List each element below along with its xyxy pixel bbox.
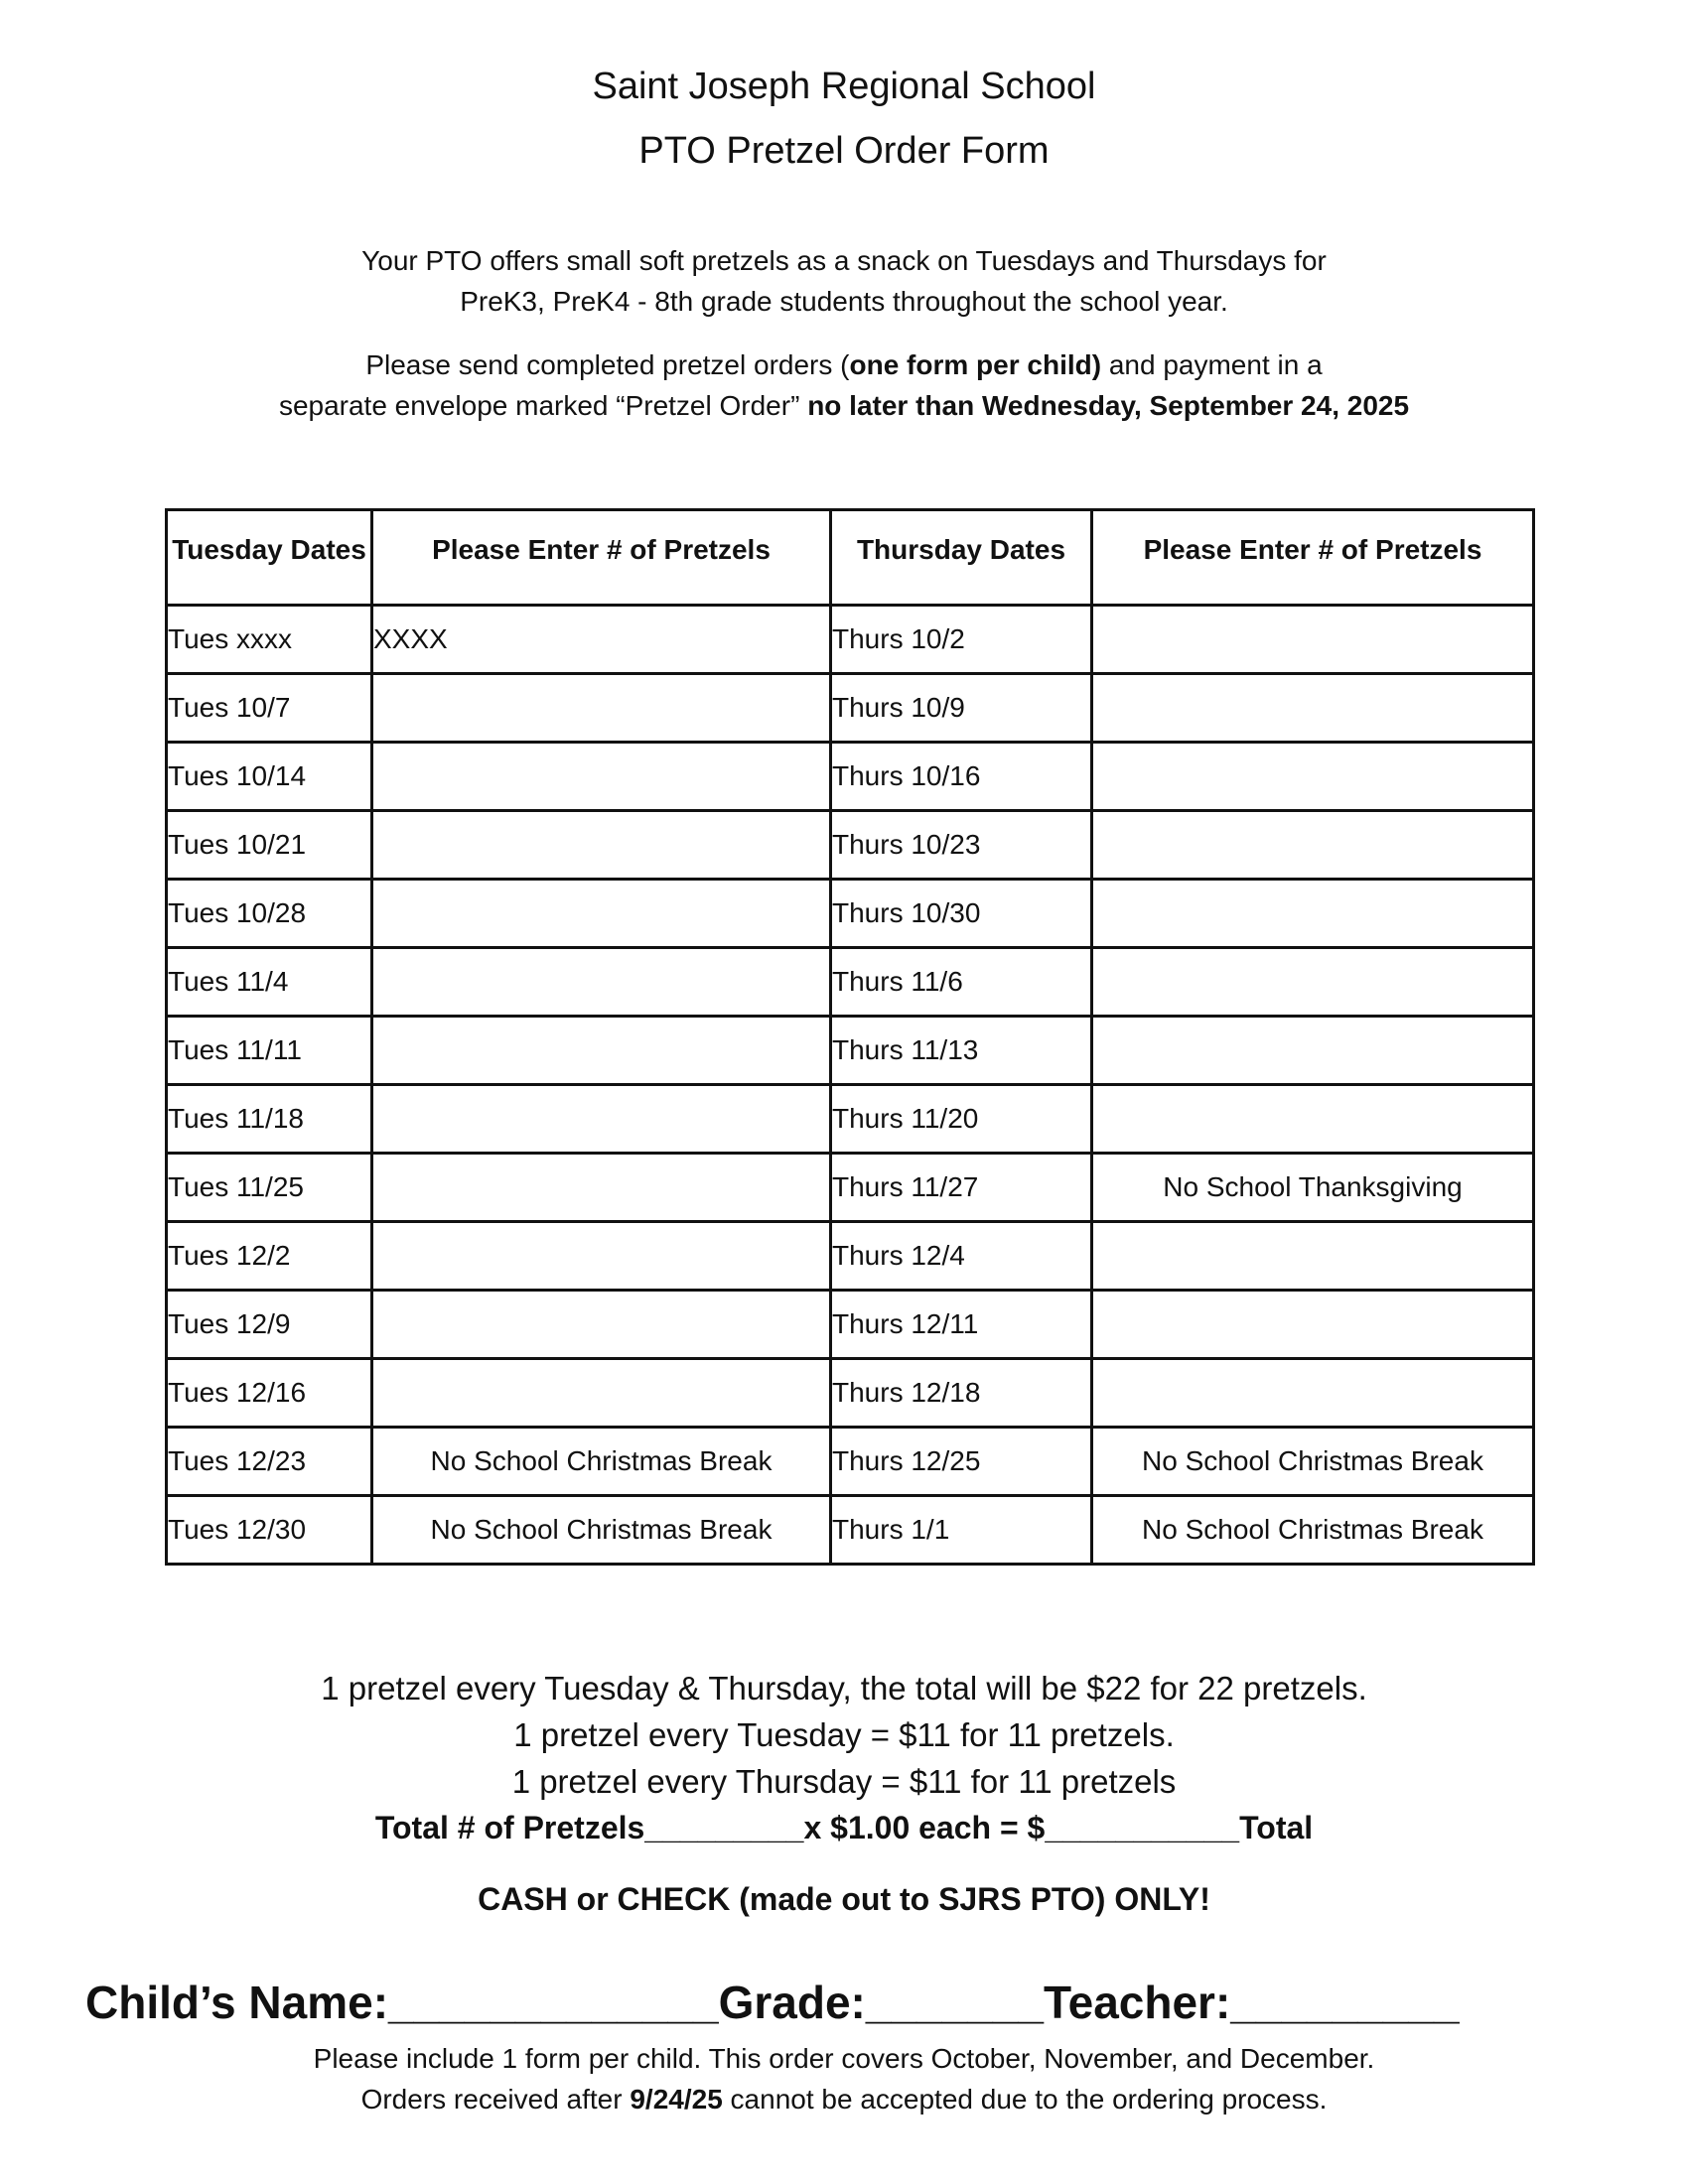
pricing-line-2: 1 pretzel every Tuesday = $11 for 11 pretzels. xyxy=(513,1716,1175,1753)
thursday-date-cell: Thurs 12/25 xyxy=(831,1428,1092,1496)
pretzel-order-table xyxy=(165,508,1535,1566)
thursday-quantity-cell[interactable] xyxy=(1092,1359,1534,1428)
one-form-per-child-emphasis: one form per child) xyxy=(849,349,1102,380)
tuesday-quantity-cell[interactable] xyxy=(372,1154,831,1222)
thursday-quantity-cell[interactable] xyxy=(1092,674,1534,743)
thursday-date-cell: Thurs 11/20 xyxy=(831,1085,1092,1154)
table-row xyxy=(167,948,1534,1017)
thursday-date-cell: Thurs 10/30 xyxy=(831,880,1092,948)
intro-line-3 xyxy=(0,349,1688,381)
table-row xyxy=(167,1428,1534,1496)
header-thursday-dates: Thursday Dates xyxy=(831,510,1092,606)
table-row xyxy=(167,1017,1534,1085)
thursday-quantity-cell[interactable] xyxy=(1092,1291,1534,1359)
table-row xyxy=(167,880,1534,948)
thursday-date-cell: Thurs 11/13 xyxy=(831,1017,1092,1085)
form-title: PTO Pretzel Order Form xyxy=(638,130,1050,172)
tuesday-date-cell: Tues xxxx xyxy=(167,606,372,674)
thursday-date-cell: Thurs 10/9 xyxy=(831,674,1092,743)
cutoff-date-emphasis: 9/24/25 xyxy=(630,2084,723,2115)
table-row xyxy=(167,674,1534,743)
tuesday-quantity-cell[interactable] xyxy=(372,948,831,1017)
table-row xyxy=(167,606,1534,674)
thursday-date-cell: Thurs 11/6 xyxy=(831,948,1092,1017)
tuesday-date-cell: Tues 10/28 xyxy=(167,880,372,948)
tuesday-date-cell: Tues 10/7 xyxy=(167,674,372,743)
thursday-date-cell: Thurs 10/16 xyxy=(831,743,1092,811)
tuesday-date-cell: Tues 12/23 xyxy=(167,1428,372,1496)
tuesday-quantity-cell[interactable] xyxy=(372,1291,831,1359)
table-row xyxy=(167,1496,1534,1565)
thursday-date-cell: Thurs 10/2 xyxy=(831,606,1092,674)
tuesday-quantity-cell[interactable] xyxy=(372,674,831,743)
thursday-date-cell: Thurs 12/18 xyxy=(831,1359,1092,1428)
tuesday-quantity-cell[interactable]: No School Christmas Break xyxy=(372,1428,831,1496)
tuesday-date-cell: Tues 12/30 xyxy=(167,1496,372,1565)
table-row xyxy=(167,1222,1534,1291)
tuesday-quantity-cell[interactable] xyxy=(372,743,831,811)
tuesday-quantity-cell[interactable] xyxy=(372,1222,831,1291)
total-calculation-line[interactable]: Total # of Pretzels_________x $1.00 each = $___________Total xyxy=(374,1810,1314,1845)
thursday-date-cell: Thurs 12/11 xyxy=(831,1291,1092,1359)
thursday-quantity-cell[interactable] xyxy=(1092,811,1534,880)
thursday-quantity-cell[interactable] xyxy=(1092,1085,1534,1154)
table-header-row xyxy=(167,510,1534,606)
table-row xyxy=(167,1154,1534,1222)
footer-line-2 xyxy=(0,2084,1688,2116)
pricing-line-3: 1 pretzel every Thursday = $11 for 11 pretzels xyxy=(511,1763,1177,1800)
thursday-quantity-cell[interactable] xyxy=(1092,1222,1534,1291)
table-row xyxy=(167,1291,1534,1359)
tuesday-date-cell: Tues 12/9 xyxy=(167,1291,372,1359)
thursday-date-cell: Thurs 11/27 xyxy=(831,1154,1092,1222)
school-name: Saint Joseph Regional School xyxy=(592,66,1096,107)
pricing-line-1: 1 pretzel every Tuesday & Thursday, the total will be $22 for 22 pretzels. xyxy=(321,1670,1367,1706)
tuesday-date-cell: Tues 11/4 xyxy=(167,948,372,1017)
intro-line-3-end: and payment in a xyxy=(1101,349,1323,380)
tuesday-quantity-cell[interactable]: No School Christmas Break xyxy=(372,1496,831,1565)
table-row xyxy=(167,811,1534,880)
tuesday-quantity-cell[interactable] xyxy=(372,880,831,948)
intro-line-4-start: separate envelope marked “Pretzel Order” xyxy=(278,390,808,421)
thursday-quantity-cell[interactable]: No School Christmas Break xyxy=(1092,1428,1534,1496)
thursday-date-cell: Thurs 12/4 xyxy=(831,1222,1092,1291)
tuesday-quantity-cell[interactable] xyxy=(372,1085,831,1154)
thursday-quantity-cell[interactable] xyxy=(1092,880,1534,948)
tuesday-date-cell: Tues 11/18 xyxy=(167,1085,372,1154)
tuesday-date-cell: Tues 12/16 xyxy=(167,1359,372,1428)
thursday-quantity-cell[interactable] xyxy=(1092,606,1534,674)
table-row xyxy=(167,1359,1534,1428)
footer-line-2-start: Orders received after xyxy=(360,2084,631,2115)
thursday-quantity-cell[interactable] xyxy=(1092,1017,1534,1085)
tuesday-date-cell: Tues 10/14 xyxy=(167,743,372,811)
thursday-quantity-cell[interactable]: No School Christmas Break xyxy=(1092,1496,1534,1565)
payment-method-note: CASH or CHECK (made out to SJRS PTO) ONLY! xyxy=(478,1881,1210,1917)
tuesday-date-cell: Tues 11/25 xyxy=(167,1154,372,1222)
thursday-quantity-cell[interactable] xyxy=(1092,743,1534,811)
deadline-emphasis: no later than Wednesday, September 24, 2025 xyxy=(807,390,1410,421)
intro-line-4 xyxy=(0,390,1688,422)
thursday-quantity-cell[interactable]: No School Thanksgiving xyxy=(1092,1154,1534,1222)
thursday-date-cell: Thurs 1/1 xyxy=(831,1496,1092,1565)
intro-line-2: PreK3, PreK4 - 8th grade students throughout the school year. xyxy=(460,286,1228,317)
table-body xyxy=(167,606,1534,1565)
footer-line-1: Please include 1 form per child. This order covers October, November, and December. xyxy=(313,2043,1375,2074)
tuesday-quantity-cell[interactable] xyxy=(372,811,831,880)
tuesday-date-cell: Tues 11/11 xyxy=(167,1017,372,1085)
intro-line-3-start: Please send completed pretzel orders ( xyxy=(365,349,850,380)
table-row xyxy=(167,1085,1534,1154)
header-tuesday-dates: Tuesday Dates xyxy=(167,510,372,606)
tuesday-quantity-cell[interactable]: XXXX xyxy=(372,606,831,674)
thursday-date-cell: Thurs 10/23 xyxy=(831,811,1092,880)
tuesday-quantity-cell[interactable] xyxy=(372,1017,831,1085)
header-tuesday-quantity: Please Enter # of Pretzels xyxy=(372,510,831,606)
header-thursday-quantity: Please Enter # of Pretzels xyxy=(1092,510,1534,606)
student-info-line[interactable]: Child’s Name:_____________Grade:_______Teacher:_________ xyxy=(85,1977,1460,2028)
tuesday-date-cell: Tues 10/21 xyxy=(167,811,372,880)
table-row xyxy=(167,743,1534,811)
tuesday-quantity-cell[interactable] xyxy=(372,1359,831,1428)
thursday-quantity-cell[interactable] xyxy=(1092,948,1534,1017)
footer-line-2-end: cannot be accepted due to the ordering process. xyxy=(722,2084,1328,2115)
intro-line-1: Your PTO offers small soft pretzels as a snack on Tuesdays and Thursdays for xyxy=(361,245,1327,276)
tuesday-date-cell: Tues 12/2 xyxy=(167,1222,372,1291)
